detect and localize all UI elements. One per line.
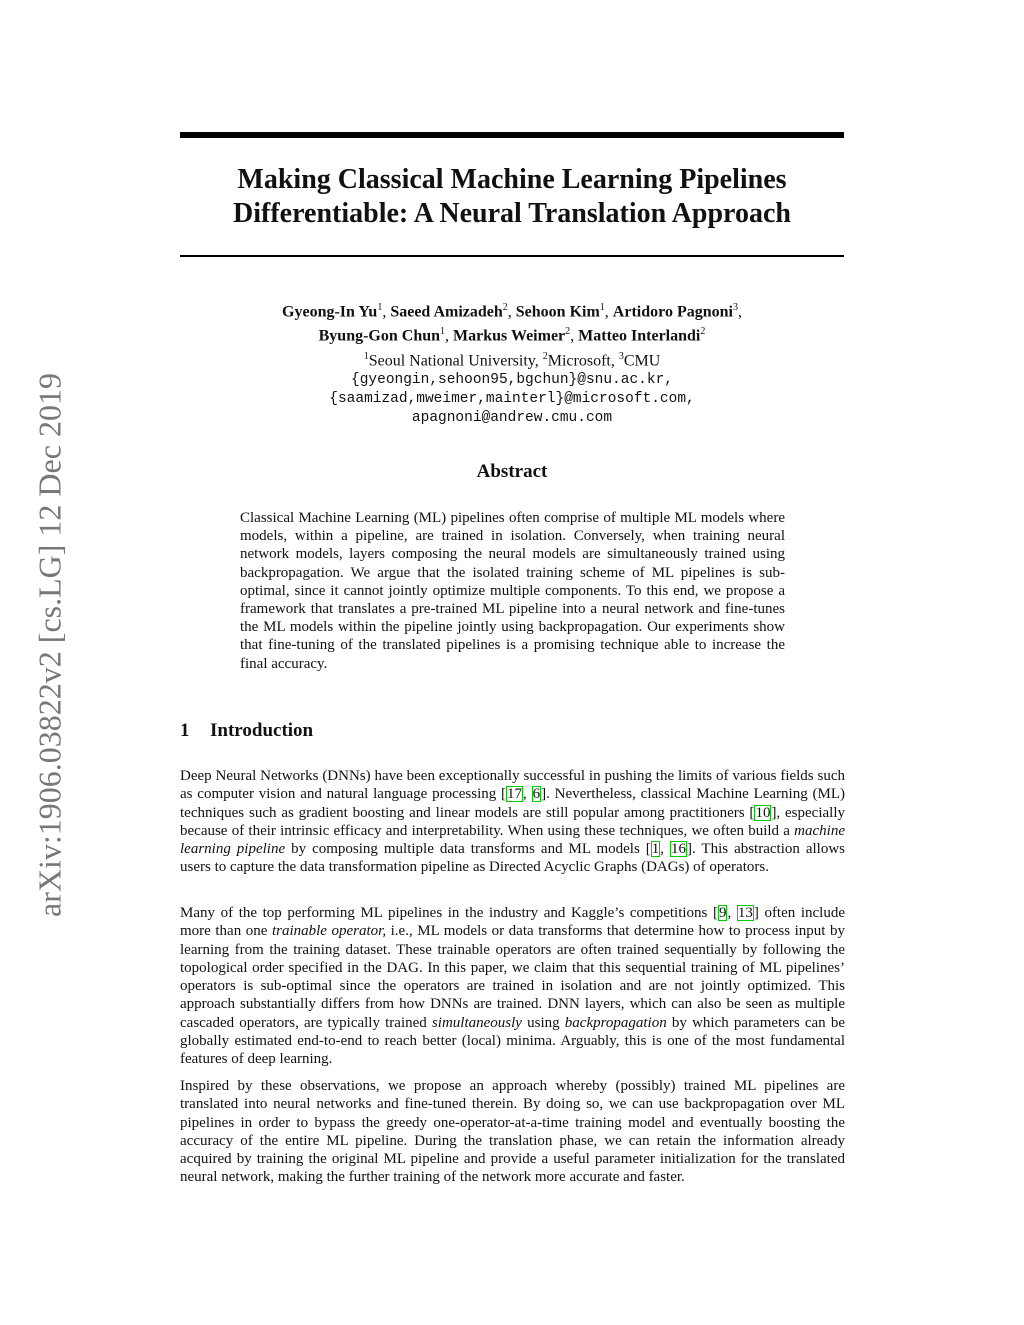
text-run: by which parameters can be globally estimated end-to-end to reach better (local) minima. Arguably, this is one of the most fundamental features of deep learning. <box>180 1014 845 1068</box>
author-affil: 1 <box>599 302 605 313</box>
text-run: , <box>523 786 532 803</box>
citation-link[interactable]: 6 <box>532 786 541 803</box>
author-name: Matteo Interlandi <box>578 327 701 345</box>
section-heading <box>180 720 313 742</box>
title-bottom-rule <box>180 255 844 257</box>
citation-link[interactable]: 16 <box>670 841 686 858</box>
intro-paragraph-3: Inspired by these observations, we propose an approach whereby (possibly) trained ML pipelines are translated into neural networks and fine-tuned therein. By doing so, we can use backpropagation over ML pipelines in order to bypass the greedy one-operator-at-a-time training model and eventually boosting the accuracy of the entire ML pipeline. During the translation phase, we can retain the information already acquired by training the original ML pipeline and provide a useful parameter initialization for the translated neural network, making the further training of the network more accurate and faster. <box>180 1078 845 1186</box>
affil-mark: 1 <box>363 350 369 362</box>
citation-link[interactable]: 13 <box>737 905 753 921</box>
text-run: using <box>521 1014 565 1031</box>
author-affil: 2 <box>502 302 508 313</box>
author-affil: 2 <box>700 326 706 338</box>
emphasis: simultaneously <box>431 1014 522 1031</box>
author-line-2: Byung-Gon Chun$^1$, Markus Weimer$^2$, Matteo Interlandi$^2$ <box>318 326 706 345</box>
paper-title <box>180 163 844 231</box>
text-run: ], especially because of their intrinsic efficacy and interpretability. When using these techniques, we often build a <box>180 804 845 839</box>
author-name: Byung-Gon Chun <box>318 327 441 345</box>
citation-link[interactable]: 1 <box>651 841 660 858</box>
affil-mark: 2 <box>542 350 548 362</box>
email-line-1: {gyeongin,sehoon95,bgchun}@snu.ac.kr, <box>351 371 673 388</box>
arxiv-stamp <box>30 350 70 940</box>
intro-paragraph-2 <box>180 904 845 1069</box>
affiliation: Seoul National University, <box>368 351 543 369</box>
abstract-heading: Abstract <box>476 461 548 482</box>
citation-link[interactable]: 10 <box>755 804 771 821</box>
title-top-rule <box>180 132 844 138</box>
author-affil: 1 <box>377 302 383 313</box>
text-run: ] often include more than one <box>180 905 846 940</box>
emphasis: backpropagation <box>564 1014 667 1031</box>
section-title: Introduction <box>210 720 314 741</box>
text-run: , <box>727 905 737 921</box>
text-run: ]. Nevertheless, classical Machine Learning (ML) techniques such as gradient boosting and linear models are still popular among practitioners [ <box>180 786 846 821</box>
author-name: Saeed Amizadeh <box>390 303 503 321</box>
text-run: by composing multiple data transforms and ML models [ <box>285 841 651 858</box>
citation-link[interactable]: 17 <box>507 786 523 803</box>
citation-link[interactable]: 9 <box>718 905 727 921</box>
affiliation: CMU <box>623 351 661 369</box>
arxiv-id: arXiv:1906.03822v2 [cs.LG] 12 Dec 2019 <box>31 373 68 917</box>
affiliation: Microsoft, <box>547 351 619 369</box>
abstract-text: Classical Machine Learning (ML) pipelines often comprise of multiple ML models where models, within a pipeline, are trained in isolation. Conversely, when training neural network models, layers composing the neural models are simultaneously trained using backpropagation. We argue that the isolated training scheme of ML pipelines is sub-optimal, since it cannot jointly optimize multiple components. To this end, we propose a framework that translates a pre-trained ML pipeline into a neural network and fine-tunes the ML models within the pipeline jointly using backpropagation. Our experiments show that fine-tuning of the translated pipelines is a promising technique able to increase the final accuracy. <box>240 510 785 672</box>
author-name: Sehoon Kim <box>515 303 600 321</box>
affiliations <box>180 347 844 371</box>
text-run: Many of the top performing ML pipelines in the industry and Kaggle’s competitions [ <box>180 905 718 921</box>
intro-paragraph-1 <box>180 767 845 877</box>
author-name: Artidoro Pagnoni <box>612 303 733 321</box>
text-run: , <box>660 841 670 858</box>
email-line-3: apagnoni@andrew.cmu.com <box>411 409 613 426</box>
text-run: ]. This abstraction allows users to capture the data transformation pipeline as Directed Acyclic Graphs (DAGs) of operators. <box>180 841 846 876</box>
text-run: i.e., ML models or data transforms that determine how to process input by learning from the training dataset. These trainable operators are often trained sequentially by following the topological order specified in the DAG. In this paper, we claim that this sequential training of ML pipelines’ operators is sub-optimal since the operators are trained in isolation and are not jointly optimized. This approach substantially differs from how DNNs are trained. DNN layers, which can also be seen as multiple cascaded operators, are typically trained <box>180 923 845 1031</box>
author-name: Gyeong-In Yu <box>282 303 378 321</box>
emphasis: trainable operator, <box>271 923 387 940</box>
title-line-2: Differentiable: A Neural Translation Approach <box>233 198 791 229</box>
author-name: Markus Weimer <box>453 327 566 345</box>
emphasis: machine learning pipeline <box>180 822 845 858</box>
author-affil: 2 <box>565 326 571 338</box>
author-block <box>180 298 844 428</box>
section-number: 1 <box>180 720 190 741</box>
author-line-1: Gyeong-In Yu$^1$, Saeed Amizadeh$^2$, Sehoon Kim$^1$, Artidoro Pagnoni$^3$, <box>282 302 742 321</box>
affil-mark: 3 <box>618 350 624 362</box>
title-line-1: Making Classical Machine Learning Pipelines <box>237 164 787 195</box>
author-affil: 1 <box>440 326 446 338</box>
text-run: Deep Neural Networks (DNNs) have been exceptionally successful in pushing the limits of various fields such as computer vision and natural language processing [ <box>180 768 845 803</box>
email-line-2: {saamizad,mweimer,mainterl}@microsoft.com, <box>329 390 695 407</box>
author-affil: 3 <box>732 302 738 313</box>
